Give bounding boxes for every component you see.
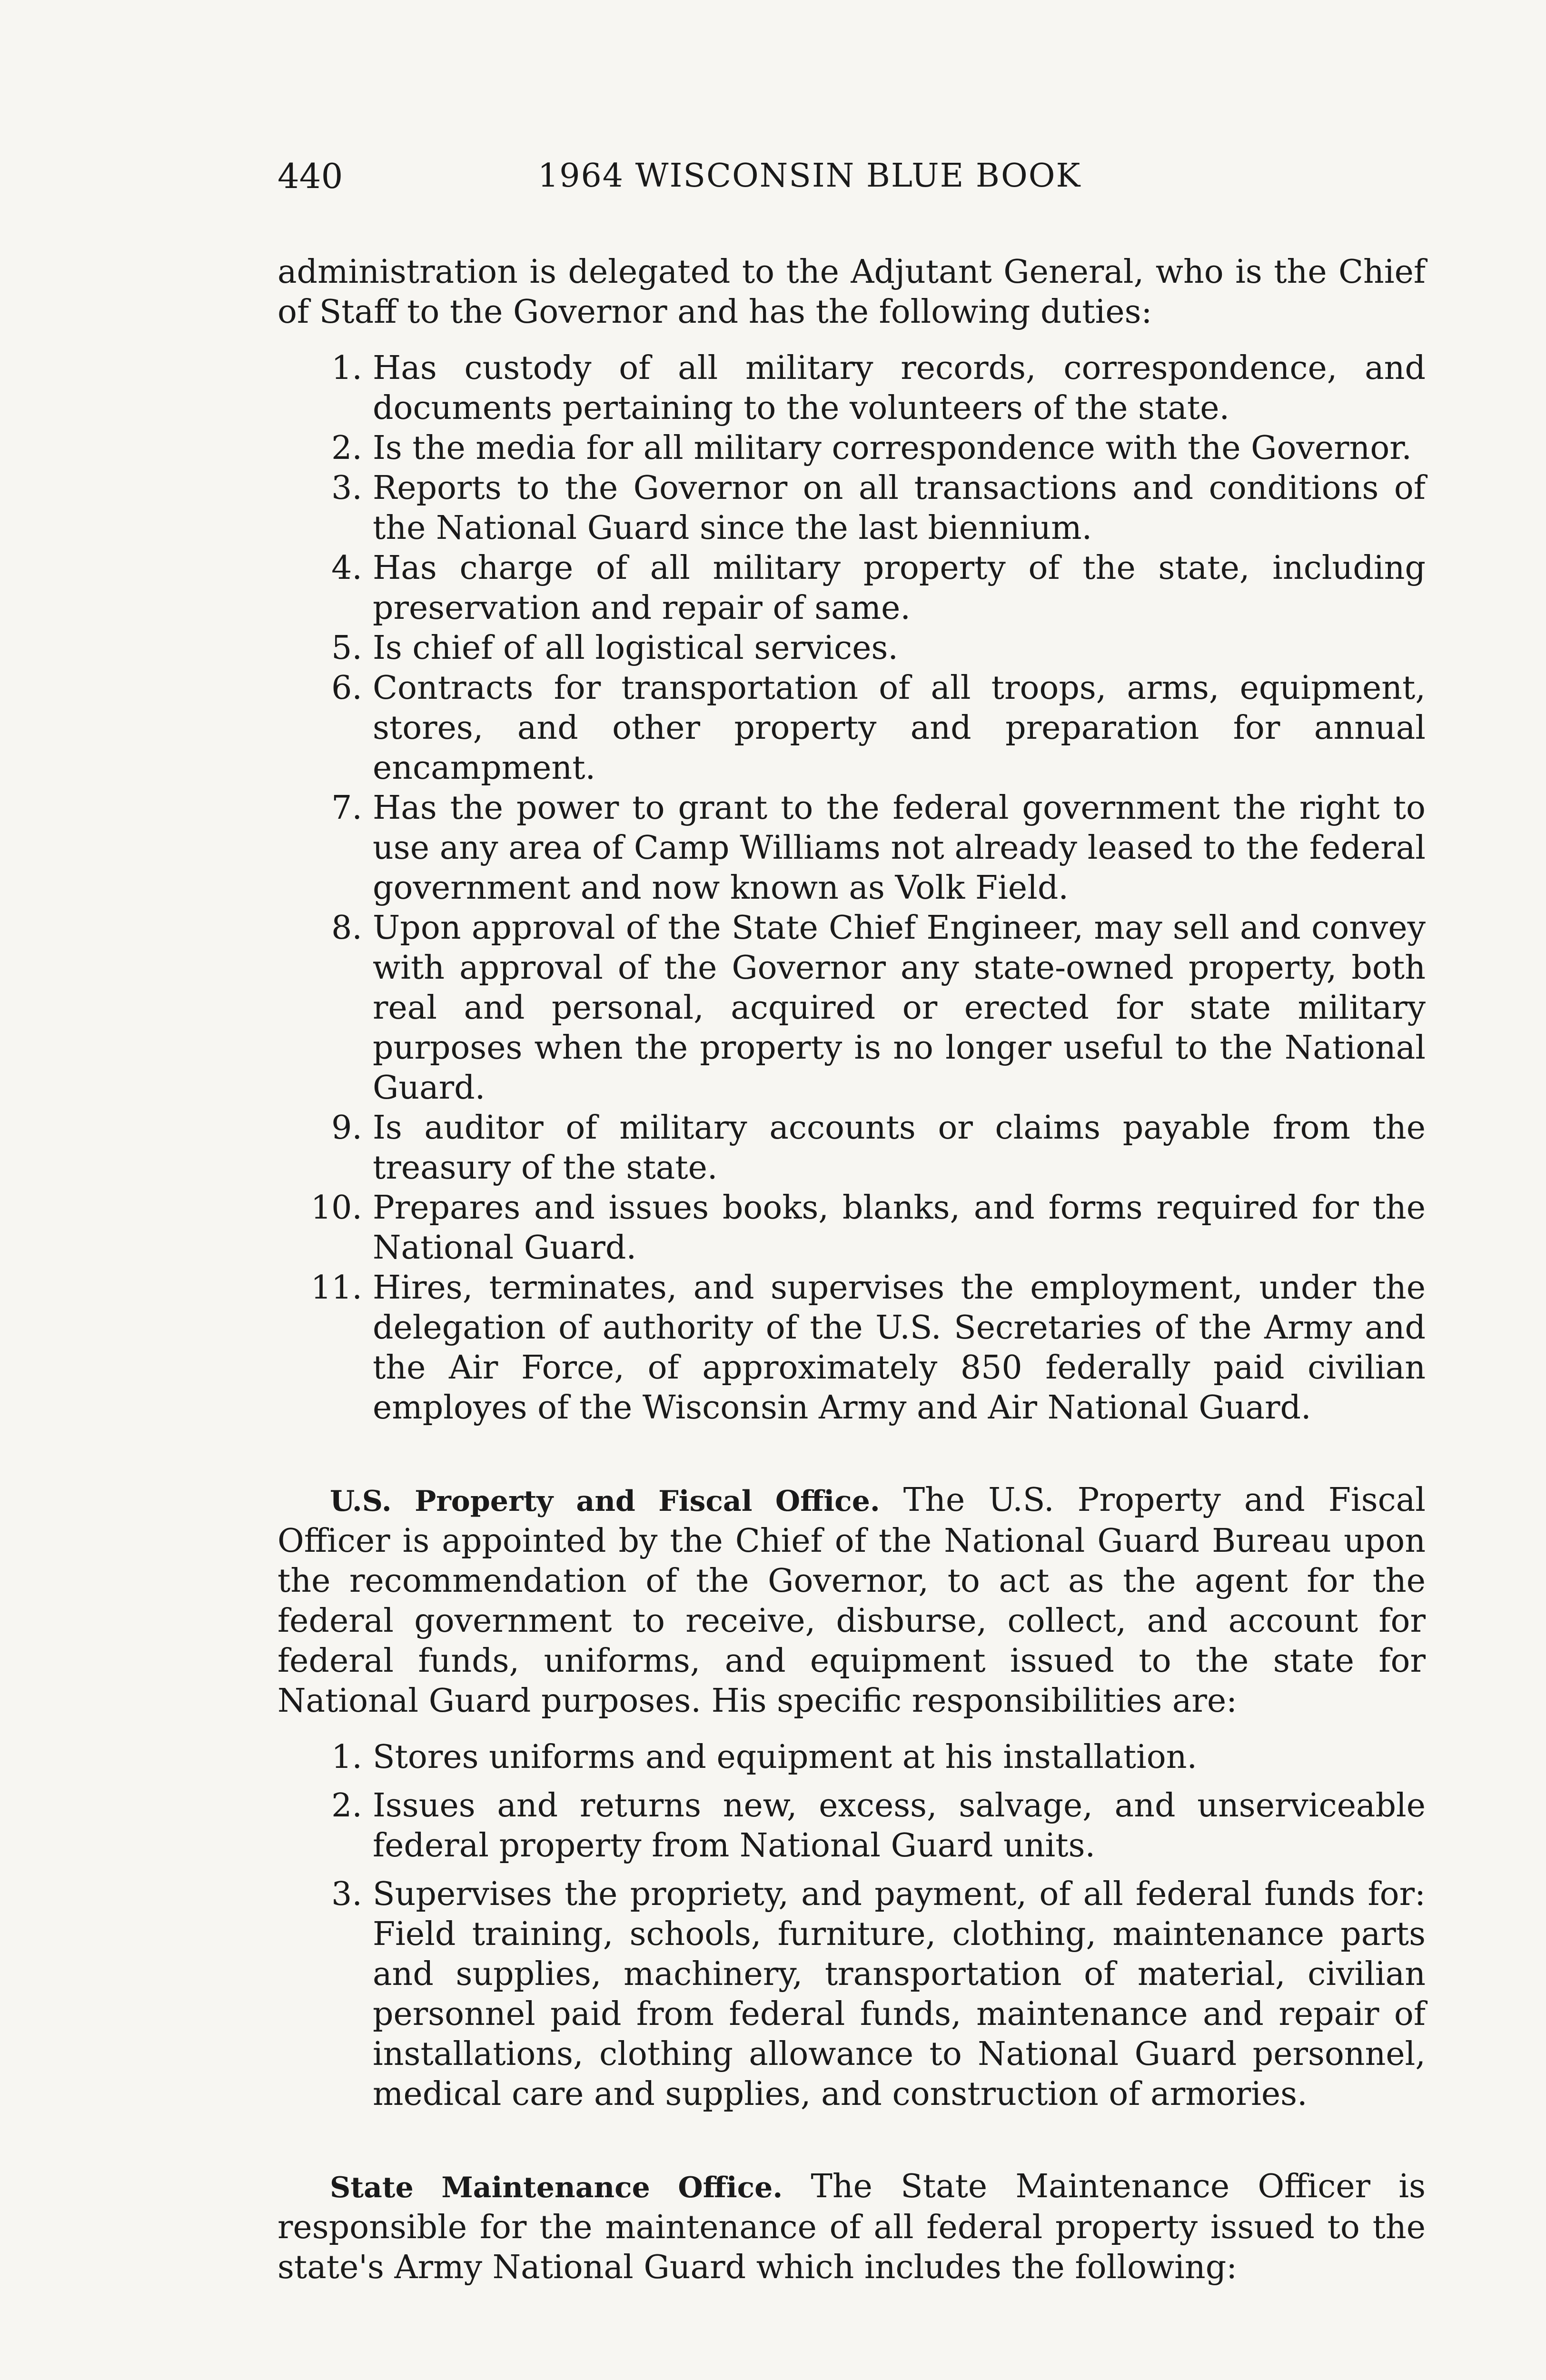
item-number: 10. [310, 1189, 362, 1227]
item-text: Stores uniforms and equipment at his installation. [373, 1738, 1198, 1776]
item-text: Has custody of all military records, correspondence, and documents pertaining to the volunteers of the state. [373, 349, 1426, 427]
page-body [277, 252, 1426, 2288]
list-item [277, 668, 1426, 788]
maintenance-office-heading: State Maintenance Office. [330, 2171, 783, 2204]
item-text: Issues and returns new, excess, salvage, and unserviceable federal property from National Guard units. [373, 1787, 1426, 1864]
list-item [277, 468, 1426, 548]
item-text: Prepares and issues books, blanks, and forms required for the National Guard. [373, 1189, 1426, 1267]
item-number: 9. [331, 1109, 362, 1147]
item-number: 3. [331, 1875, 362, 1913]
running-title: 1964 WISCONSIN BLUE BOOK [538, 157, 1081, 195]
list-item [277, 908, 1426, 1108]
page-number: 440 [277, 156, 343, 196]
item-number: 4. [331, 549, 362, 587]
item-number: 2. [331, 429, 362, 467]
item-number: 11. [310, 1269, 362, 1307]
item-text: Supervises the propriety, and payment, of all federal funds for: Field training, schools, furniture, clothing, maintenance parts and supplies, machinery, transportation of material, civilian personnel paid from federal funds, maintenance and repair of installations, clothing allowance to National Guard personnel, medical care and supplies, and construction of armories. [373, 1875, 1426, 2113]
page-header [277, 152, 1420, 200]
item-number: 1. [331, 1738, 362, 1776]
item-number: 7. [331, 789, 362, 827]
item-text: Contracts for transportation of all troops, arms, equipment, stores, and other property and preparation for annual encampment. [373, 669, 1426, 787]
item-number: 6. [331, 669, 362, 707]
list-item [277, 1786, 1426, 1866]
fiscal-responsibilities-list [277, 1737, 1426, 2114]
list-item [277, 788, 1426, 908]
list-item [277, 548, 1426, 628]
fiscal-office-heading: U.S. Property and Fiscal Office. [330, 1485, 880, 1518]
fiscal-office-text: The U.S. Property and Fiscal Officer is appointed by the Chief of the National Guard Bureau upon the recommendation of the Governor, to act as the agent for the federal government to receive, disburse, collect, and account for federal funds, uniforms, and equipment issued to the state for National Guard purposes. His specific responsibilities are: [277, 1481, 1426, 1720]
item-text: Reports to the Governor on all transactions and conditions of the National Guard since the last biennium. [373, 469, 1426, 547]
duties-list [277, 348, 1426, 1428]
list-item [277, 1737, 1426, 1777]
item-number: 8. [331, 909, 362, 947]
list-item [277, 1188, 1426, 1268]
fiscal-office-paragraph [277, 1480, 1426, 1721]
item-text: Is auditor of military accounts or claims payable from the treasury of the state. [373, 1109, 1426, 1187]
maintenance-office-text: The State Maintenance Officer is responsible for the maintenance of all federal property issued to the state's Army National Guard which includes the following: [277, 2168, 1426, 2286]
list-item [277, 1108, 1426, 1188]
list-item [277, 1268, 1426, 1428]
list-item [277, 348, 1426, 428]
item-text: Is the media for all military correspondence with the Governor. [373, 429, 1412, 467]
item-text: Has the power to grant to the federal government the right to use any area of Camp Williams not already leased to the federal government and now known as Volk Field. [373, 789, 1426, 907]
item-text: Has charge of all military property of the state, including preservation and repair of same. [373, 549, 1426, 627]
list-item [277, 428, 1426, 468]
item-number: 1. [331, 349, 362, 387]
item-number: 2. [331, 1787, 362, 1825]
item-text: Hires, terminates, and supervises the employment, under the delegation of authority of the U.S. Secretaries of the Army and the Air Force, of approximately 850 federally paid civilian employes of the Wisconsin Army and Air National Guard. [373, 1269, 1426, 1427]
list-item [277, 1874, 1426, 2114]
intro-paragraph: administration is delegated to the Adjutant General, who is the Chief of Staff to the Governor and has the following duties: [277, 253, 1426, 331]
item-number: 3. [331, 469, 362, 507]
list-item [277, 628, 1426, 668]
item-text: Is chief of all logistical services. [373, 629, 898, 667]
item-number: 5. [331, 629, 362, 667]
maintenance-office-paragraph [277, 2167, 1426, 2288]
item-text: Upon approval of the State Chief Engineer, may sell and convey with approval of the Governor any state-owned property, both real and personal, acquired or erected for state military purposes when the property is no longer useful to the National Guard. [373, 909, 1426, 1107]
